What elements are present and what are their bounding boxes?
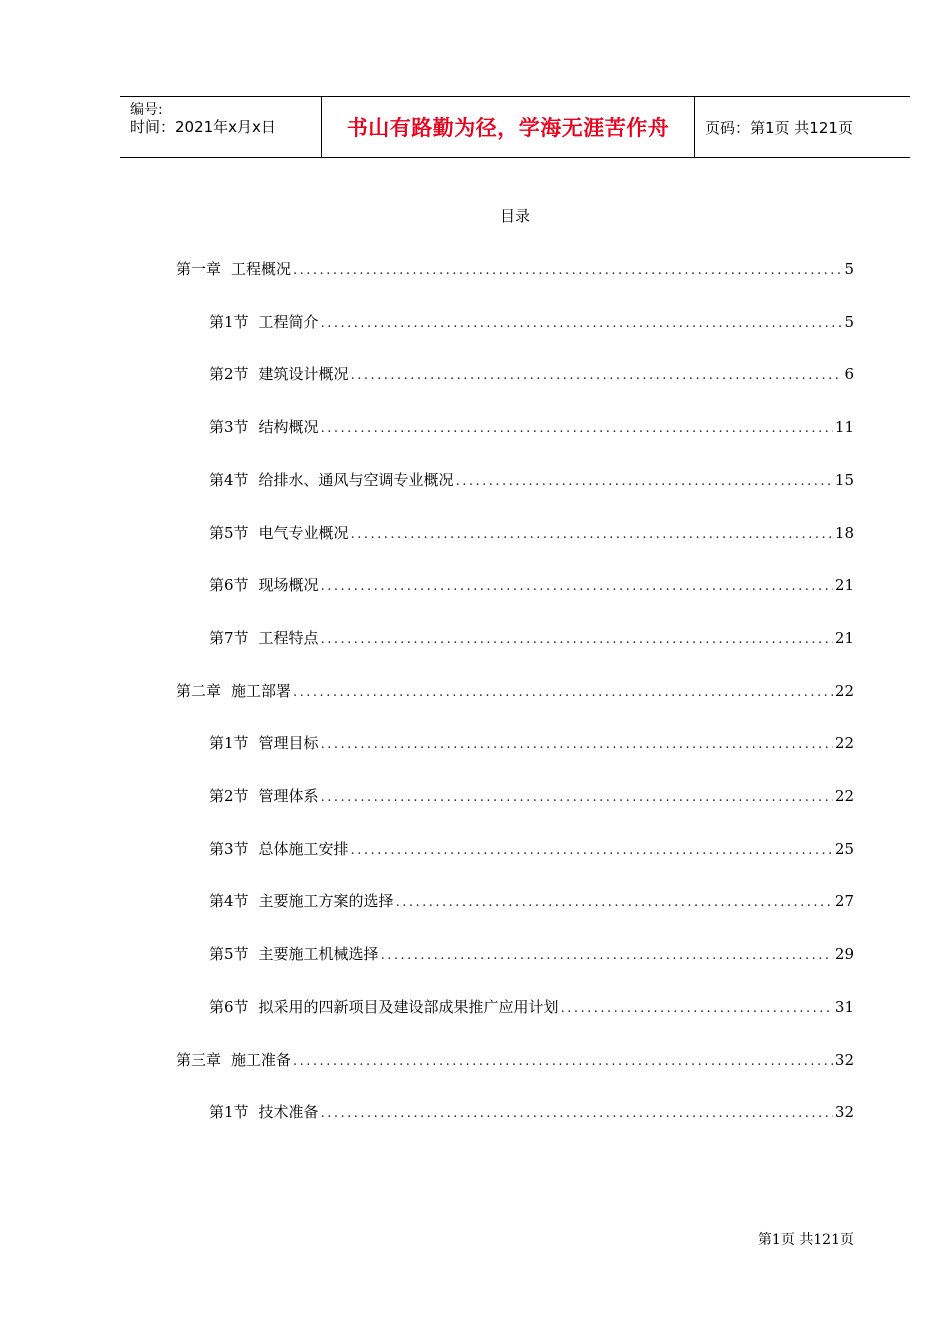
toc-entry-number: 第1节: [209, 1103, 249, 1122]
toc-entry-page: 5: [844, 312, 854, 331]
toc-entry-page: 5: [844, 260, 854, 278]
toc-section-entry[interactable]: [209, 627, 854, 649]
toc-section-entry[interactable]: [209, 574, 854, 596]
toc-entry-number: 第1节: [209, 312, 249, 331]
toc-section-entry[interactable]: [209, 363, 854, 385]
toc-chapter-entry[interactable]: [176, 258, 854, 280]
toc-entry-title: 工程简介: [258, 312, 319, 331]
toc-entry-number: 第一章: [176, 260, 222, 278]
toc-entry-page: 22: [834, 734, 854, 753]
toc-entry-title: 主要施工方案的选择: [258, 892, 394, 911]
toc-entry-page: 11: [834, 418, 854, 437]
toc-entry-number: 第二章: [176, 681, 222, 700]
toc-entry-page: 18: [834, 523, 854, 542]
toc-dot-leader: [561, 1001, 833, 1016]
toc-section-entry[interactable]: [209, 311, 854, 333]
page-header: [120, 96, 910, 158]
toc-dot-leader: [321, 632, 833, 647]
header-page-info: 页码：第1页 共121页: [705, 118, 853, 137]
toc-dot-leader: [456, 474, 833, 489]
toc-entry-number: 第6节: [209, 576, 249, 595]
toc-entry-page: 31: [834, 997, 854, 1016]
toc-entry-number: 第3节: [209, 418, 249, 437]
toc-entry-page: 27: [834, 892, 854, 911]
toc-section-entry[interactable]: [209, 522, 854, 544]
toc-chapter-entry[interactable]: [176, 1049, 854, 1071]
toc-dot-leader: [351, 368, 843, 383]
header-motto: 书山有路勤为径，学海无涯苦作舟: [322, 97, 695, 157]
toc-entry-title: 施工准备: [231, 1050, 292, 1069]
toc-entry-title: 工程特点: [258, 628, 319, 647]
toc-entry-title: 结构概况: [258, 418, 319, 437]
document-time-label: 时间：2021年x月x日: [130, 118, 276, 136]
toc-section-entry[interactable]: [209, 416, 854, 438]
toc-section-entry[interactable]: [209, 1101, 854, 1123]
header-meta-cell: [120, 97, 322, 157]
toc-entry-title: 工程概况: [231, 260, 292, 278]
toc-dot-leader: [321, 316, 843, 331]
toc-entry-page: 22: [834, 681, 854, 700]
toc-entry-page: 32: [834, 1103, 854, 1122]
toc-dot-leader: [293, 1054, 833, 1069]
toc-entry-title: 给排水、通风与空调专业概况: [258, 470, 454, 489]
toc-dot-leader: [293, 263, 842, 278]
toc-entry-number: 第4节: [209, 470, 249, 489]
toc-section-entry[interactable]: [209, 838, 854, 860]
toc-dot-leader: [396, 895, 833, 910]
toc-entry-title: 现场概况: [258, 576, 319, 595]
toc-entry-page: 6: [844, 365, 854, 384]
toc-entry-page: 15: [834, 470, 854, 489]
toc-dot-leader: [381, 948, 833, 963]
toc-entry-number: 第2节: [209, 787, 249, 805]
toc-entry-title: 总体施工安排: [258, 839, 349, 858]
toc-dot-leader: [321, 737, 833, 752]
toc-chapter-entry[interactable]: [176, 680, 854, 702]
toc-dot-leader: [321, 579, 833, 594]
toc-entry-title: 管理目标: [258, 734, 319, 753]
toc-entry-page: 22: [834, 787, 854, 805]
toc-entry-title: 拟采用的四新项目及建设部成果推广应用计划: [258, 997, 559, 1016]
toc-dot-leader: [321, 421, 833, 436]
toc-section-entry[interactable]: [209, 890, 854, 912]
toc-entry-title: 电气专业概况: [258, 523, 349, 542]
toc-dot-leader: [351, 843, 833, 858]
toc-dot-leader: [321, 1106, 833, 1121]
toc-entry-page: 21: [834, 576, 854, 595]
toc-entry-number: 第5节: [209, 945, 249, 964]
toc-entry-title: 管理体系: [258, 787, 319, 805]
document-number-label: 编号:: [130, 102, 163, 118]
toc-section-entry[interactable]: [209, 943, 854, 965]
toc-dot-leader: [293, 685, 833, 700]
toc-entry-page: 32: [834, 1050, 854, 1069]
toc-title: 目录: [499, 207, 530, 225]
toc-section-entry[interactable]: [209, 996, 854, 1018]
toc-entry-page: 25: [834, 839, 854, 858]
toc-entry-number: 第1节: [209, 734, 249, 753]
page-footer: 第1页 共121页: [757, 1232, 854, 1248]
toc-section-entry[interactable]: [209, 732, 854, 754]
toc-entry-number: 第4节: [209, 892, 249, 911]
toc-dot-leader: [351, 527, 833, 542]
toc-entry-title: 主要施工机械选择: [258, 945, 379, 964]
toc-entry-page: 29: [834, 945, 854, 964]
toc-entry-number: 第7节: [209, 628, 249, 647]
toc-entry-title: 技术准备: [258, 1103, 319, 1122]
toc-entry-number: 第三章: [176, 1050, 222, 1069]
toc-entry-title: 施工部署: [231, 681, 292, 700]
toc-entry-page: 21: [834, 628, 854, 647]
toc-entry-number: 第3节: [209, 839, 249, 858]
toc-entry-number: 第5节: [209, 523, 249, 542]
toc-dot-leader: [321, 790, 833, 805]
toc-entry-title: 建筑设计概况: [258, 365, 349, 384]
toc-section-entry[interactable]: [209, 785, 854, 807]
toc-section-entry[interactable]: [209, 469, 854, 491]
toc-entry-number: 第6节: [209, 997, 249, 1016]
toc-entry-number: 第2节: [209, 365, 249, 384]
